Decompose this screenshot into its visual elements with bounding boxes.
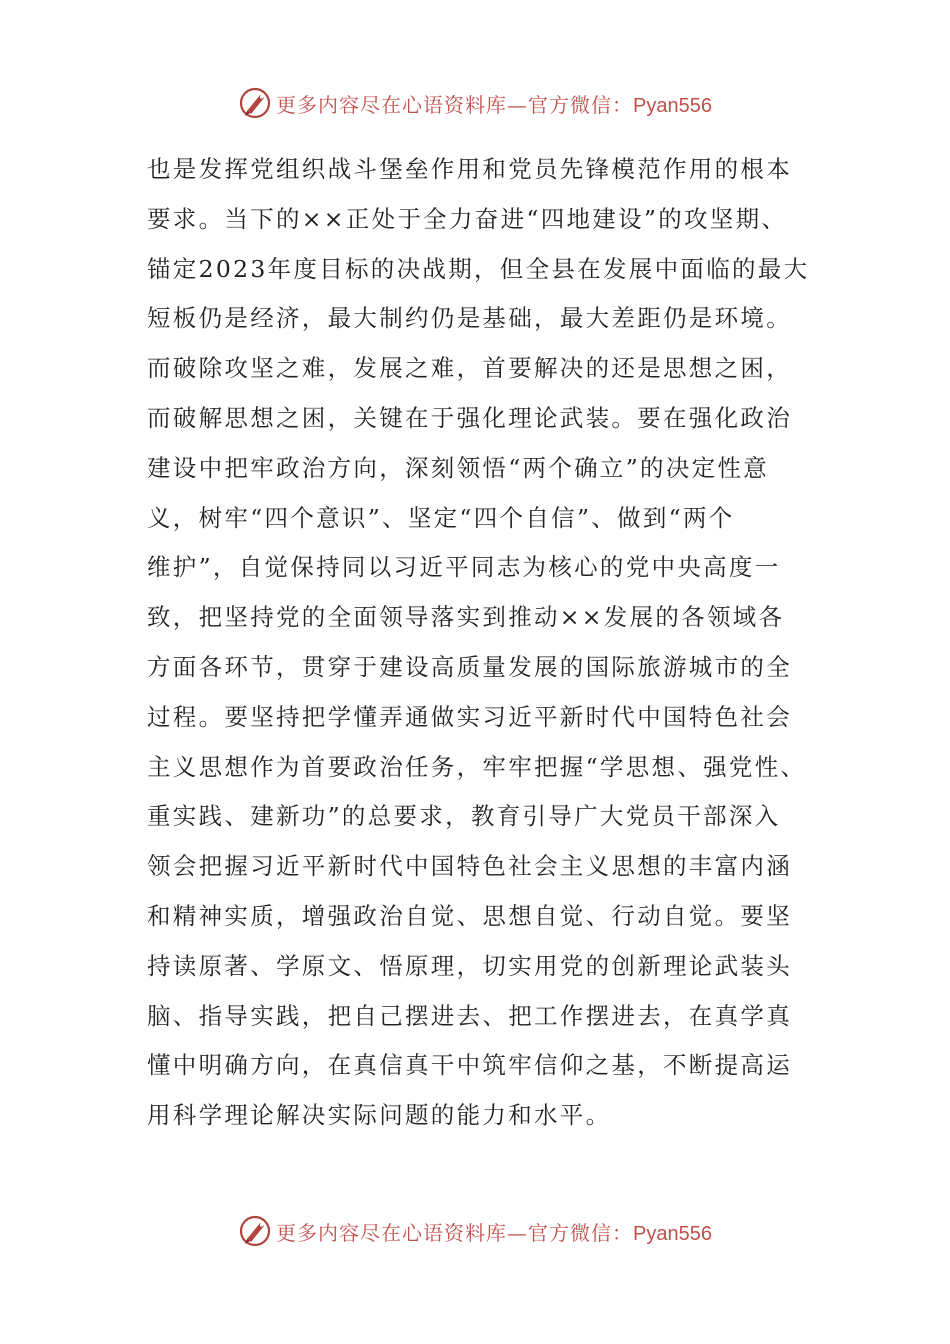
header-banner xyxy=(0,83,950,123)
pen-logo-icon xyxy=(238,86,272,120)
text-line: 主义思想作为首要政治任务，牢牢把握“学思想、强党性、 xyxy=(147,752,807,781)
text-line: 重实践、建新功”的总要求，教育引导广大党员干部深入 xyxy=(147,802,781,831)
text-line: 锚定2023年度目标的决战期，但全县在发展中面临的最大 xyxy=(147,254,810,283)
text-line: 脑、指导实践，把自己摆进去、把工作摆进去，在真学真 xyxy=(147,1001,792,1030)
text-line: 而破除攻坚之难，发展之难，首要解决的还是思想之困， xyxy=(147,354,792,383)
text-line: 懂中明确方向，在真信真干中筑牢信仰之基，不断提高运 xyxy=(147,1051,792,1080)
text-line: 而破解思想之困，关键在于强化理论武装。要在强化政治 xyxy=(147,403,792,432)
text-line: 和精神实质，增强政治自觉、思想自觉、行动自觉。要坚 xyxy=(147,901,792,930)
text-line: 维护”，自觉保持同以习近平同志为核心的党中央高度一 xyxy=(147,553,781,582)
text-line: 过程。要坚持把学懂弄通做实习近平新时代中国特色社会 xyxy=(147,702,792,731)
footer-banner xyxy=(0,1211,950,1251)
banner-text: 更多内容尽在心语资料库—官方微信：Pyan556 xyxy=(276,1220,712,1245)
text-line: 义，树牢“四个意识”、坚定“四个自信”、做到“两个 xyxy=(147,503,735,532)
banner-text: 更多内容尽在心语资料库—官方微信：Pyan556 xyxy=(276,92,712,117)
text-line: 也是发挥党组织战斗堡垒作用和党员先锋模范作用的根本 xyxy=(147,155,792,183)
text-line: 领会把握习近平新时代中国特色社会主义思想的丰富内涵 xyxy=(147,852,792,881)
pen-logo-icon xyxy=(238,1214,272,1248)
wechat-id: Pyan556 xyxy=(633,1222,712,1245)
body-text xyxy=(147,145,810,1141)
text-line: 建设中把牢政治方向，深刻领悟“两个确立”的决定性意 xyxy=(147,453,770,482)
text-line: 致，把坚持党的全面领导落实到推动××发展的各领域各 xyxy=(147,603,785,632)
text-line: 短板仍是经济，最大制约仍是基础，最大差距仍是环境。 xyxy=(147,304,792,333)
text-line: 要求。当下的××正处于全力奋进“四地建设”的攻坚期、 xyxy=(147,204,788,233)
text-line: 用科学理论解决实际问题的能力和水平。 xyxy=(147,1101,612,1130)
text-line: 方面各环节，贯穿于建设高质量发展的国际旅游城市的全 xyxy=(147,652,792,681)
wechat-id: Pyan556 xyxy=(633,94,712,117)
text-line: 持读原著、学原文、悟原理，切实用党的创新理论武装头 xyxy=(147,951,792,980)
